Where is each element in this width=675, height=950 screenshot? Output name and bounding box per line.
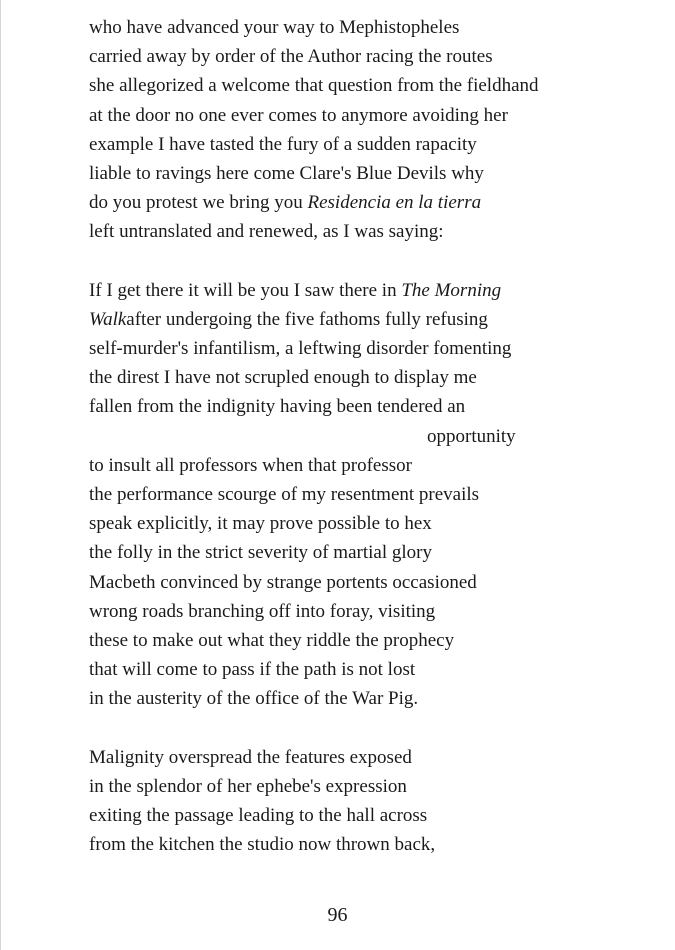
poem-line: the performance scourge of my resentment prevails — [89, 484, 480, 505]
poem-line: fallen from the indignity having been tendered an — [89, 396, 466, 418]
poem-line: at the door no one ever comes to anymore avoiding her — [89, 104, 508, 126]
poem-line: example I have tasted the fury of a sudden rapacity — [89, 133, 477, 155]
poem-line: Malignity overspread the features exposed — [89, 746, 412, 768]
stanza-break — [89, 247, 649, 276]
poem-body — [89, 13, 649, 859]
poem-line: these to make out what they riddle the prophecy — [89, 629, 455, 651]
stanza-1 — [89, 13, 649, 247]
poem-line: speak explicitly, it may prove possible to hex — [89, 513, 432, 535]
stanza-break — [89, 714, 649, 743]
poem-line: the direst I have not scrupled enough to display me — [89, 367, 477, 389]
italic-title-morning-walk: The Morning — [401, 279, 502, 301]
poem-line: do you protest we bring you Residencia en la tierra — [89, 192, 482, 214]
poem-line: to insult all professors when that professor — [89, 454, 412, 476]
poem-line: exiting the passage leading to the hall across — [89, 805, 428, 827]
italic-title-walk: Walk — [89, 308, 127, 330]
poem-line: wrong roads branching off into foray, visiting — [89, 600, 436, 622]
poem-line: she allegorized a welcome that question from the fieldhand — [89, 75, 539, 97]
poem-line-runover: opportunity — [427, 425, 516, 447]
page-number: 96 — [327, 904, 348, 926]
poem-line: Walkafter undergoing the five fathoms fully refusing — [89, 308, 488, 330]
poem-line: the folly in the strict severity of martial glory — [89, 542, 432, 564]
stanza-2 — [89, 276, 649, 714]
poem-line: left untranslated and renewed, as I was saying: — [89, 221, 444, 243]
poem-line: self-murder's infantilism, a leftwing disorder fomenting — [89, 338, 512, 360]
stanza-3 — [89, 743, 649, 860]
page-edge — [0, 0, 1, 950]
poem-line: carried away by order of the Author racing the routes — [89, 46, 493, 68]
poem-line: in the splendor of her ephebe's expression — [89, 775, 407, 797]
poem-line: Macbeth convinced by strange portents occasioned — [89, 571, 477, 593]
italic-title-residencia: Residencia en la tierra — [307, 192, 482, 214]
poem-line: in the austerity of the office of the War Pig. — [89, 688, 419, 710]
poem-line: If I get there it will be you I saw there in The Morning — [89, 279, 502, 301]
poem-line: from the kitchen the studio now thrown back, — [89, 834, 436, 856]
poem-line: liable to ravings here come Clare's Blue Devils why — [89, 162, 484, 184]
poem-line: who have advanced your way to Mephistopheles — [89, 17, 460, 38]
poem-line: that will come to pass if the path is not lost — [89, 659, 416, 681]
